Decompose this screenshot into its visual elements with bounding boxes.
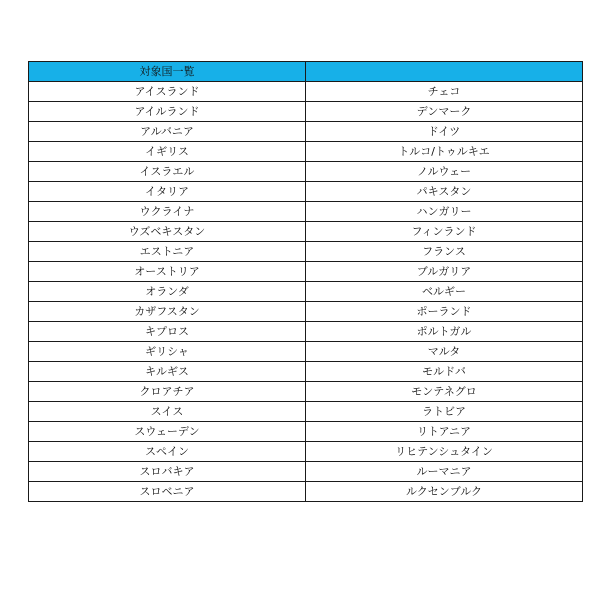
country-cell: ルーマニア (306, 462, 583, 482)
country-cell: ルクセンブルク (306, 482, 583, 502)
country-cell: スウェーデン (29, 422, 306, 442)
header-row (29, 62, 583, 82)
country-cell: イギリス (29, 142, 306, 162)
country-cell: モルドバ (306, 362, 583, 382)
country-cell: リトアニア (306, 422, 583, 442)
table-header (29, 62, 583, 82)
table-row (29, 442, 583, 462)
country-cell: アルバニア (29, 122, 306, 142)
table-row (29, 282, 583, 302)
country-cell: アイルランド (29, 102, 306, 122)
country-cell: キルギス (29, 362, 306, 382)
header-cell: 対象国一覧 (29, 62, 306, 82)
table-row (29, 122, 583, 142)
country-cell: ポーランド (306, 302, 583, 322)
country-cell: チェコ (306, 82, 583, 102)
country-cell: ブルガリア (306, 262, 583, 282)
country-cell: オランダ (29, 282, 306, 302)
country-cell: モンテネグロ (306, 382, 583, 402)
table-row (29, 242, 583, 262)
country-cell: エストニア (29, 242, 306, 262)
country-cell: ノルウェー (306, 162, 583, 182)
country-cell: スロバキア (29, 462, 306, 482)
country-cell: デンマーク (306, 102, 583, 122)
table-row (29, 382, 583, 402)
country-cell: ドイツ (306, 122, 583, 142)
country-cell: リヒテンシュタイン (306, 442, 583, 462)
country-cell: ベルギー (306, 282, 583, 302)
country-cell: スペイン (29, 442, 306, 462)
country-cell: ギリシャ (29, 342, 306, 362)
country-cell: フィンランド (306, 222, 583, 242)
table-row (29, 482, 583, 502)
country-cell: トルコ/トゥルキエ (306, 142, 583, 162)
table-row (29, 142, 583, 162)
country-cell: ウクライナ (29, 202, 306, 222)
country-cell: パキスタン (306, 182, 583, 202)
country-cell: スロベニア (29, 482, 306, 502)
table-row (29, 342, 583, 362)
table-body (29, 82, 583, 502)
country-cell: イタリア (29, 182, 306, 202)
table-row (29, 322, 583, 342)
country-cell: ハンガリー (306, 202, 583, 222)
country-cell: イスラエル (29, 162, 306, 182)
country-cell: スイス (29, 402, 306, 422)
table-row (29, 462, 583, 482)
country-table (28, 61, 583, 502)
country-cell: マルタ (306, 342, 583, 362)
table-row (29, 262, 583, 282)
country-list-sheet (28, 61, 582, 502)
table-row (29, 422, 583, 442)
country-cell: オーストリア (29, 262, 306, 282)
table-row (29, 102, 583, 122)
table-row (29, 82, 583, 102)
table-row (29, 302, 583, 322)
header-cell (306, 62, 583, 82)
table-row (29, 362, 583, 382)
table-row (29, 162, 583, 182)
country-cell: ラトビア (306, 402, 583, 422)
country-cell: ウズベキスタン (29, 222, 306, 242)
country-cell: アイスランド (29, 82, 306, 102)
country-cell: クロアチア (29, 382, 306, 402)
table-row (29, 202, 583, 222)
country-cell: フランス (306, 242, 583, 262)
country-cell: カザフスタン (29, 302, 306, 322)
table-row (29, 182, 583, 202)
country-cell: キプロス (29, 322, 306, 342)
table-row (29, 222, 583, 242)
country-cell: ポルトガル (306, 322, 583, 342)
table-row (29, 402, 583, 422)
